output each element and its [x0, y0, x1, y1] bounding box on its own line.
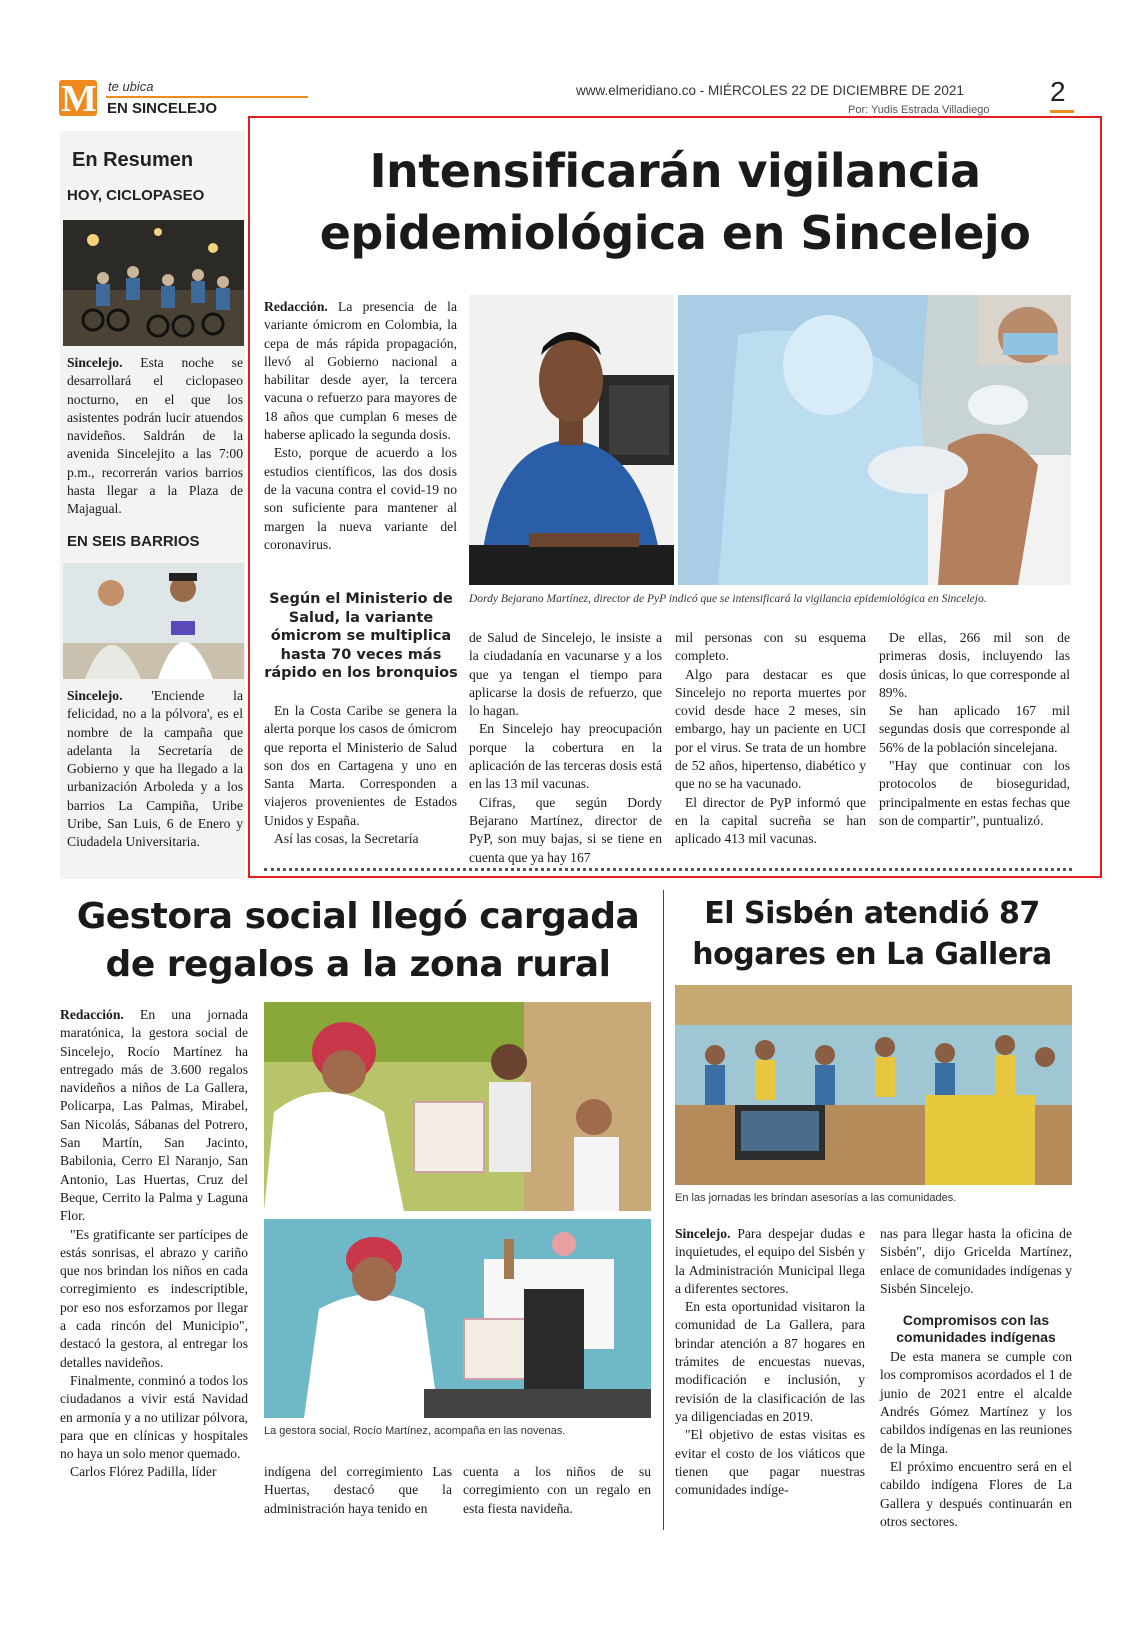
sidebar-item2-body: Sincelejo. 'Enciende la felicidad, no a la pólvora', es el nombre de la campaña que adelanta la Secretaría de Gobierno y que ha llegado a la urbanización Arboleda y a los barrios La Campiña, Uribe Uribe, San Luis, 6 de Enero y Ciudadela Universitaria. — [67, 688, 243, 850]
sisben-col2: nas para llegar hasta la oficina de Sisbén", dijo Gricelda Martínez, enlace de comunidades indígenas y Sisbén Sincelejo. Compromisos con las comunidades indígenas De esta manera se cumple con los compromisos acordados el 1 de junio de 2021 entre el alcalde Andrés Gómez Martínez y los cabildos indígenas en las reuniones de la Minga. El próximo encuentro será en el cabildo indígena Flores de La Gallera y después continuarán en otros sectores. — [880, 1226, 1072, 1529]
sisben-photo — [675, 985, 1072, 1185]
sisben-photo-caption: En las jornadas les brindan asesorías a las comunidades. — [675, 1192, 957, 1204]
gestora-col3: cuenta a los niños de su corregimiento con un regalo en esta fiesta navideña. — [463, 1464, 651, 1516]
novena-photo — [264, 1219, 651, 1418]
gestora-photo-caption: La gestora social, Rocío Martínez, acompaña en las novenas. — [264, 1425, 566, 1437]
main-story-col4: De ellas, 266 mil son de primeras dosis, incluyendo las dosis únicas, lo que corresponde al 89%. Se han aplicado 167 mil segundas dosis que corresponde al 56% de la población sincelejana. "Hay que continuar con los protocolos de bioseguridad, principalmente en estas fechas que son de compartir", puntualizó. — [879, 630, 1070, 828]
main-story-col1-bottom: En la Costa Caribe se genera la alerta porque los casos de ómicrom que reporta el Ministerio de Salud son dos en Cartagena y uno en Santa Marta. Corresponden a viajeros provenientes de Estados Unidos y España. Así las cosas, la Secretaría — [264, 703, 457, 847]
vaccination-photo — [678, 295, 1071, 585]
main-photo-caption: Dordy Bejarano Martínez, director de PyP indicó que se intensificará la vigilancia epidemiológica en Sincelejo. — [469, 593, 987, 605]
main-story-bottom-rule — [264, 868, 1072, 874]
official-portrait-photo — [469, 295, 674, 585]
dateline: www.elmeridiano.co - MIÉRCOLES 22 DE DICIEMBRE DE 2021 — [576, 83, 964, 98]
main-story-col2: de Salud de Sincelejo, le insiste a la ciudadanía en vacunarse y a los que ya tengan el tiempo para aplicarse la dosis de refuerzo, que lo hagan. En Sincelejo hay preocupación porque la cobertura en la aplicación de las terceras dosis está en las 13 mil vacunas. Cifras, que según Dordy Bejarano Martínez, director de PyP, son muy bajas, si se tiene en cuenta que ya hay 167 — [469, 630, 662, 865]
sisben-subhead: Compromisos con las comunidades indígenas — [896, 1312, 1056, 1346]
byline: Por: Yudis Estrada Villadiego — [848, 104, 990, 116]
page-number: 2 — [1050, 76, 1066, 107]
sidebar-item1-body: Sincelejo. Esta noche se desarrollará el ciclopaseo nocturno, en el que los asistentes podrán lucir atuendos navideños. Saldrán de la avenida Sincelejito a las 7:00 p.m., recorrerán varios barrios hasta llegar a la Plaza de Majagual. — [67, 355, 244, 517]
section-rule — [106, 96, 308, 98]
gestora-col2: indígena del corregimiento Las Huertas, destacó que la administración haya tenido en — [264, 1464, 452, 1516]
sidebar-item2-heading: EN SEIS BARRIOS — [67, 533, 200, 550]
sidebar-title: En Resumen — [72, 149, 194, 171]
sisben-headline: El Sisbén atendió 87 hogares en La Gallera — [692, 896, 1052, 972]
masthead-logo[interactable] — [59, 78, 97, 120]
bottom-column-divider — [663, 890, 664, 1530]
section-kicker: te ubica — [108, 79, 154, 94]
campaign-photo — [63, 563, 244, 679]
main-story-col1-top: Redacción. La presencia de la variante ómicrom en Colombia, la cepa de más rápida propagación, llevó al Gobierno nacional a habilitar desde ayer, la tercera vacuna o refuerzo para mayores de 18 años que cumplan 6 meses de haberse aplicado la segunda dosis. Esto, porque de acuerdo a los estudios científicos, las dos dosis de la vacuna contra el covid-19 no son suficiente para mantener al margen la nueva variante del coronavirus. — [264, 299, 457, 552]
sidebar-item1-heading: HOY, CICLOPASEO — [67, 187, 205, 204]
page-number-rule — [1050, 110, 1074, 113]
gestora-headline: Gestora social llegó cargada de regalos a la zona rural — [76, 896, 640, 985]
main-story-headline: Intensificarán vigilancia epidemiológica en Sincelejo — [319, 144, 1031, 260]
gestora-col1: Redacción. En una jornada maratónica, la gestora social de Sincelejo, Rocío Martínez ha entregado más de 3.600 regalos navideños a niños de La Gallera, Policarpa, Las Palmas, Mirabel, San Nicolás, Sábanas del Potrero, San Martín, San Jacinto, Babilonia, Cerro El Naranjo, San Antonio, Las Huertas, Cruz del Beque, Cerrito la Palma y Laguna Flor. "Es gratificante ser partícipes de estás sonrisas, el abrazo y cariño que nos brindan los niños en cada corregimiento es indescriptible, por eso nos esforzamos por llegar a cada rincón del Municipio", destacó la gestora, al entregar los detalles navideños. Finalmente, conminó a todos los ciudadanos a vivir está Navidad en armonía y a no utilizar pólvora, para que en clínicas y hospitales no haya un solo menor quemado. Carlos Flórez Padilla, líder — [60, 1007, 248, 1480]
logo-letter: M — [61, 78, 97, 120]
sisben-col1: Sincelejo. Para despejar dudas e inquietudes, el equipo del Sisbén y la Administración Municipal llega a diferentes sectores. En esta oportunidad visitaron la comunidad de La Gallera, para brindar atención a 87 hogares en trámites de encuestas nuevas, modificación e inclusión, y revisión de la clasificación de las ya diligenciadas en 2019. "El objetivo de estas visitas es evitar el costo de los viáticos que tienen que pagar nuestras comunidades indíge- — [675, 1226, 865, 1498]
gifts-photo — [264, 1002, 651, 1211]
section-title: EN SINCELEJO — [107, 100, 218, 117]
main-story-col3: mil personas con su esquema completo. Algo para destacar es que Sincelejo no reporta muertes por covid desde hace 2 meses, sin embargo, hay un paciente en UCI por el virus. Se trata de un hombre de 52 años, hipertenso, diabético y que no se ha vacunado. El director de PyP informó que en la capital sucreña se han aplicado 413 mil vacunas. — [675, 630, 866, 847]
cyclists-photo — [63, 220, 244, 346]
main-story-pullquote: Según el Ministerio de Salud, la variante ómicrom se multiplica hasta 70 veces más rápido en los bronquios — [264, 591, 458, 681]
